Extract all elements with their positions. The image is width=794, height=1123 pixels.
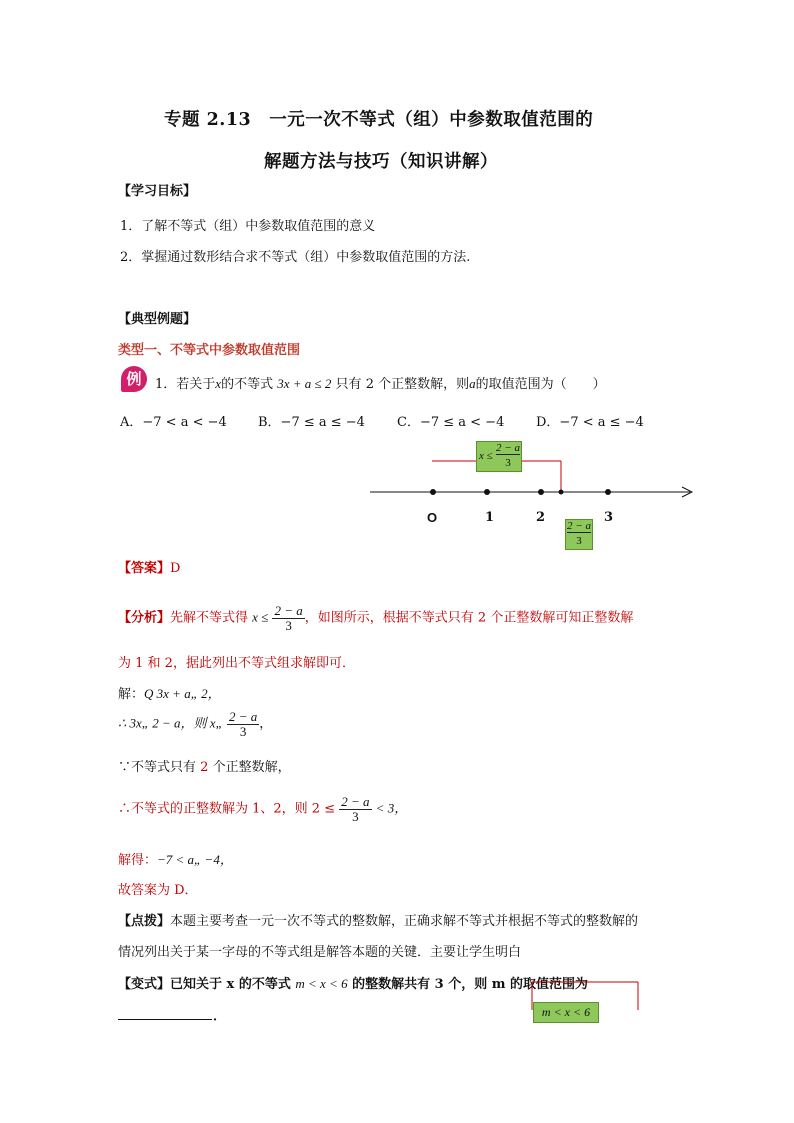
option-d: D．−7 < a ≤ −4: [536, 415, 644, 430]
blank-end: ．: [213, 1009, 227, 1024]
objective-item-2: 2．掌握通过数形结合求不等式（组）中参数取值范围的方法.: [120, 250, 471, 265]
solution-line3: [118, 756, 291, 775]
tip-label: 【点拨】: [118, 914, 171, 929]
page-title-line2: 解题方法与技巧（知识讲解）: [264, 152, 498, 172]
tip-text-1: 本题主要考查一元一次不等式的整数解，正确求解不等式并根据不等式的整数解的: [170, 914, 639, 929]
question-mid3: 个正整数解，则: [378, 377, 470, 392]
question-x: x: [215, 376, 222, 391]
point-2: [538, 489, 544, 495]
question-mid2: 只有: [335, 377, 362, 392]
solution-step4: ∴不等式的正整数解为 1、2，则 2 ≤: [118, 801, 336, 817]
page-title-line1: 专题 2.13 一元一次不等式（组）中参数取值范围的: [164, 110, 594, 130]
variant-text-b: 的整数解共有 3 个，则 m 的取值范围为: [352, 977, 588, 992]
solution-step5: −7 < a„ −4，: [157, 852, 233, 867]
tip-line1: [118, 910, 638, 929]
fraction-num: 2 − a: [274, 603, 303, 618]
fraction-den: 3: [285, 617, 292, 633]
example-badge: [121, 366, 147, 392]
solution-step3: ∵不等式只有: [118, 760, 197, 775]
fraction-num: 2 − a: [341, 794, 370, 809]
solution-step2: ∴ 3x„ 2 − a，则 x„: [118, 715, 223, 731]
top-box-lhs: x ≤: [479, 450, 493, 462]
variant-inequality: m < x < 6: [295, 976, 348, 991]
answer-value: D: [170, 561, 181, 576]
tick-label-2: 2: [536, 510, 546, 525]
variant-green-box: m < x < 6: [533, 1002, 599, 1023]
tick-label-3: 3: [604, 510, 614, 525]
analysis-p1d: 2: [477, 610, 487, 626]
number-line-top-box: [476, 441, 522, 472]
variant-label: 【变式】: [118, 977, 171, 992]
solution-step3-end: 个正整数解，: [212, 760, 291, 775]
answer: [118, 557, 180, 576]
solution-fraction-2: [339, 795, 371, 823]
example-badge-text: 例: [126, 370, 142, 388]
solution-step3-n: 2: [200, 760, 209, 775]
tip-line2: 情况列出关于某一字母的不等式组是解答本题的关键．主要让学生明白: [118, 945, 522, 960]
question-text: [155, 373, 606, 392]
point-3: [605, 489, 611, 495]
number-line-figure: [360, 438, 700, 553]
question-a: a: [469, 376, 476, 391]
question-mid: 的不等式: [221, 377, 274, 392]
option-a: A．−7 < a < −4: [120, 415, 227, 430]
analysis-p1b: x ≤: [252, 609, 269, 625]
fraction-den: 3: [239, 723, 247, 739]
analysis-line2: 为 1 和 2，据此列出不等式组求解即可．: [118, 656, 355, 671]
point-0: [430, 489, 436, 495]
question-n: 2: [365, 377, 374, 392]
objectives-heading: 【学习目标】: [118, 184, 197, 199]
bottom-box-num: 2 − a: [567, 520, 591, 532]
solution-line1: [118, 683, 221, 702]
analysis-p1c: ，如图所示，根据不等式只有: [304, 610, 474, 626]
analysis-fraction: [272, 604, 304, 632]
solution-step5-label: 解得：: [118, 853, 158, 868]
tick-label-o: O: [427, 510, 438, 525]
analysis-line1: [118, 604, 633, 632]
analysis-label: 【分析】: [118, 610, 171, 626]
solution-line6: 故答案为 D．: [118, 883, 198, 898]
question-inequality: 3x + a ≤ 2: [277, 376, 332, 391]
answer-label: 【答案】: [118, 561, 171, 576]
top-box-den: 3: [505, 457, 511, 469]
bottom-box-den: 3: [576, 535, 582, 547]
examples-heading: 【典型例题】: [118, 312, 197, 327]
solution-line4: [118, 795, 407, 823]
number-line-bottom-box: [565, 519, 593, 550]
objective-item-1: 1．了解不等式（组）中参数取值范围的意义: [120, 219, 376, 234]
solution-fraction-1: [227, 710, 259, 738]
solution-step1: Q 3x + a„ 2，: [144, 686, 221, 701]
solution-step2-end: ，: [259, 716, 273, 732]
fraction-num: 2 − a: [228, 709, 258, 724]
answer-blank[interactable]: [118, 1018, 212, 1020]
analysis-p1a: 先解不等式得: [170, 610, 249, 626]
variant-line: [118, 973, 588, 992]
analysis-p1e: 个正整数解可知正整数解: [490, 610, 634, 626]
top-box-num: 2 − a: [496, 442, 520, 454]
solution-label: 解：: [118, 687, 145, 702]
tick-label-1: 1: [485, 510, 495, 525]
type1-heading: 类型一、不等式中参数取值范围: [118, 343, 301, 358]
solution-step4-end: < 3，: [375, 800, 408, 816]
question-pre: 1．若关于: [155, 377, 216, 392]
point-1: [484, 489, 490, 495]
question-end: 的取值范围为（ ）: [475, 377, 606, 392]
boundary-point: [559, 490, 564, 495]
solution-line2: [118, 710, 272, 738]
option-b: B．−7 ≤ a ≤ −4: [258, 415, 365, 430]
variant-text-a: 已知关于 x 的不等式: [170, 977, 291, 992]
fraction-den: 3: [352, 808, 359, 824]
solution-line5: [118, 849, 233, 868]
option-c: C．−7 ≤ a < −4: [397, 415, 505, 430]
